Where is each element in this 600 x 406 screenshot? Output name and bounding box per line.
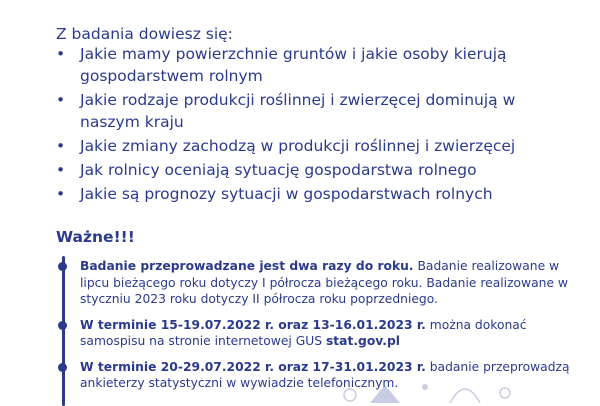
note-bold: W terminie 20-29.07.2022 r. oraz 17-31.01.2023 r. bbox=[80, 359, 426, 374]
note-text: można dokonać samospisu na stronie internetowej GUS bbox=[80, 317, 527, 348]
note-bold: Badanie przeprowadzane jest dwa razy do roku. bbox=[80, 259, 414, 273]
timeline-dot-icon bbox=[58, 363, 67, 372]
list-item bbox=[56, 135, 576, 157]
list-item-text: Jak rolnicy oceniają sytuację gospodarstwa rolnego bbox=[80, 161, 477, 179]
list-item bbox=[56, 183, 576, 205]
note-text: Badanie realizowane w lipcu bieżącego roku dotyczy I półrocza bieżącego roku. Badanie realizowane w styczniu 2023 roku dotyczy II półrocza roku poprzedniego. bbox=[80, 259, 568, 306]
decorative-pattern-icon bbox=[330, 365, 530, 405]
bullet-icon: • bbox=[56, 137, 66, 155]
timeline-dot-icon bbox=[58, 262, 67, 271]
list-item bbox=[56, 43, 576, 87]
list-item-text: Jakie mamy powierzchnie gruntów i jakie osoby kierują gospodarstwem rolnym bbox=[80, 45, 507, 85]
bullet-icon: • bbox=[56, 45, 66, 63]
note-text: badanie przeprowadzą ankieterzy statystyczni w wywiadzie telefonicznym. bbox=[80, 359, 570, 390]
list-item bbox=[56, 89, 576, 133]
note-item bbox=[62, 317, 582, 350]
bullet-icon: • bbox=[56, 185, 66, 203]
findings-list bbox=[56, 43, 576, 207]
bullet-icon: • bbox=[56, 161, 66, 179]
website-link[interactable]: stat.gov.pl bbox=[325, 334, 400, 348]
list-item-text: Jakie są prognozy sytuacji w gospodarstwach rolnych bbox=[80, 185, 493, 203]
list-item bbox=[56, 159, 576, 181]
list-item-text: Jakie rodzaje produkcji roślinnej i zwierzęcej dominują w naszym kraju bbox=[80, 91, 516, 131]
bullet-icon: • bbox=[56, 91, 66, 109]
important-heading: Ważne!!! bbox=[56, 228, 135, 246]
timeline-dot-icon bbox=[58, 321, 67, 330]
note-bold: W terminie 15-19.07.2022 r. oraz 13-16.01.2023 r. bbox=[80, 317, 426, 332]
intro-heading: Z badania dowiesz się: bbox=[56, 25, 233, 43]
note-item bbox=[62, 258, 582, 308]
list-item-text: Jakie zmiany zachodzą w produkcji roślinnej i zwierzęcej bbox=[80, 137, 516, 155]
